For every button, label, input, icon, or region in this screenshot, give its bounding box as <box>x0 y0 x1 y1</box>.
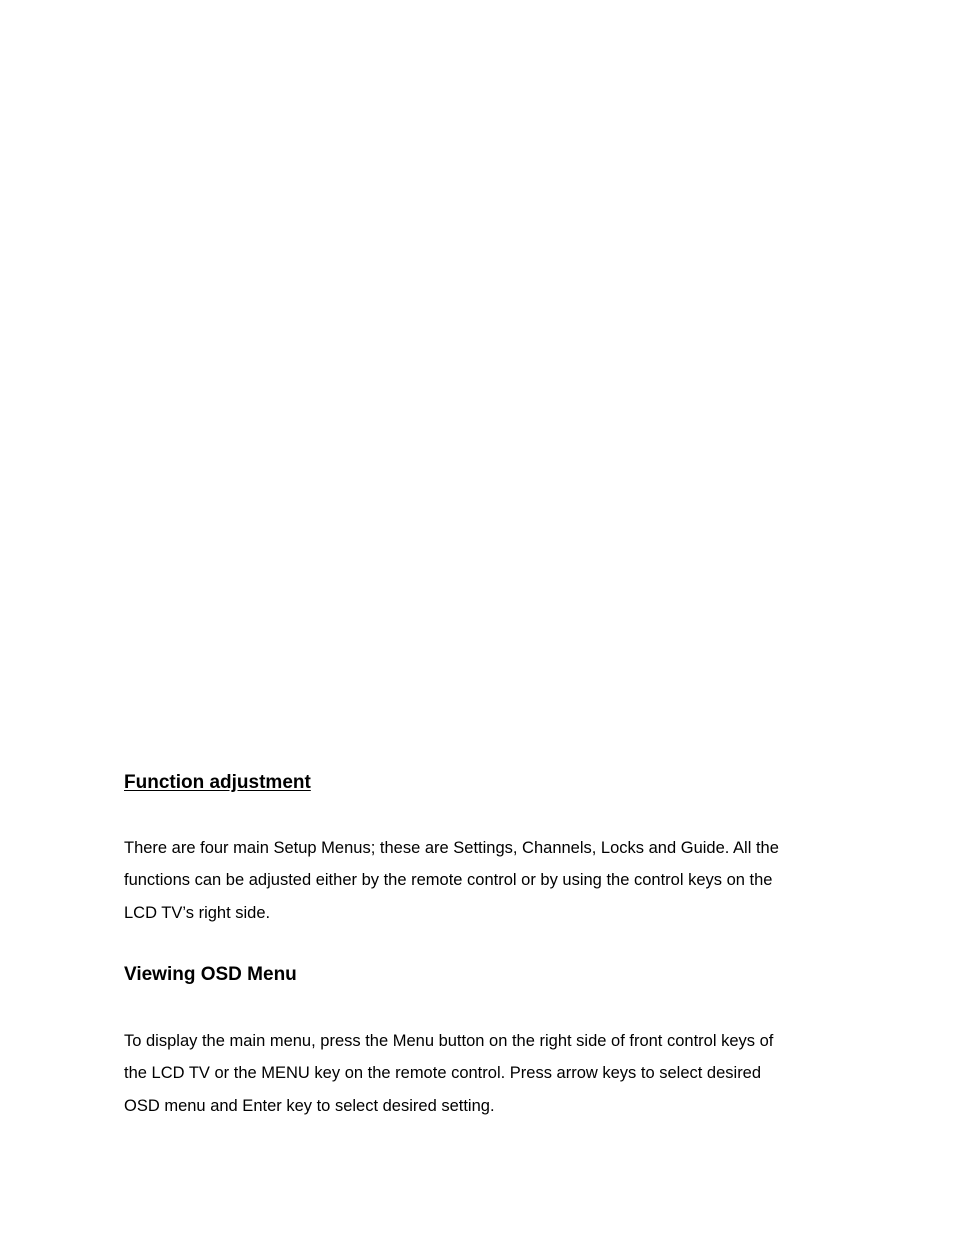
section-heading-viewing-osd-menu: Viewing OSD Menu <box>124 964 297 985</box>
paragraph-line: To display the main menu, press the Menu button on the right side of front control keys of <box>124 1032 774 1050</box>
paragraph-line: functions can be adjusted either by the remote control or by using the control keys on the <box>124 871 773 890</box>
paragraph-line: There are four main Setup Menus; these are Settings, Channels, Locks and Guide. All the <box>124 839 779 857</box>
function-adjustment-paragraph <box>124 832 844 929</box>
paragraph-line: the LCD TV or the MENU key on the remote control. Press arrow keys to select desired <box>124 1064 762 1083</box>
paragraph-line: OSD menu and Enter key to select desired setting. <box>124 1096 495 1115</box>
viewing-osd-menu-paragraph <box>124 1025 844 1122</box>
section-heading-function-adjustment: Function adjustment <box>124 772 311 793</box>
paragraph-line: LCD TV’s right side. <box>124 903 271 922</box>
